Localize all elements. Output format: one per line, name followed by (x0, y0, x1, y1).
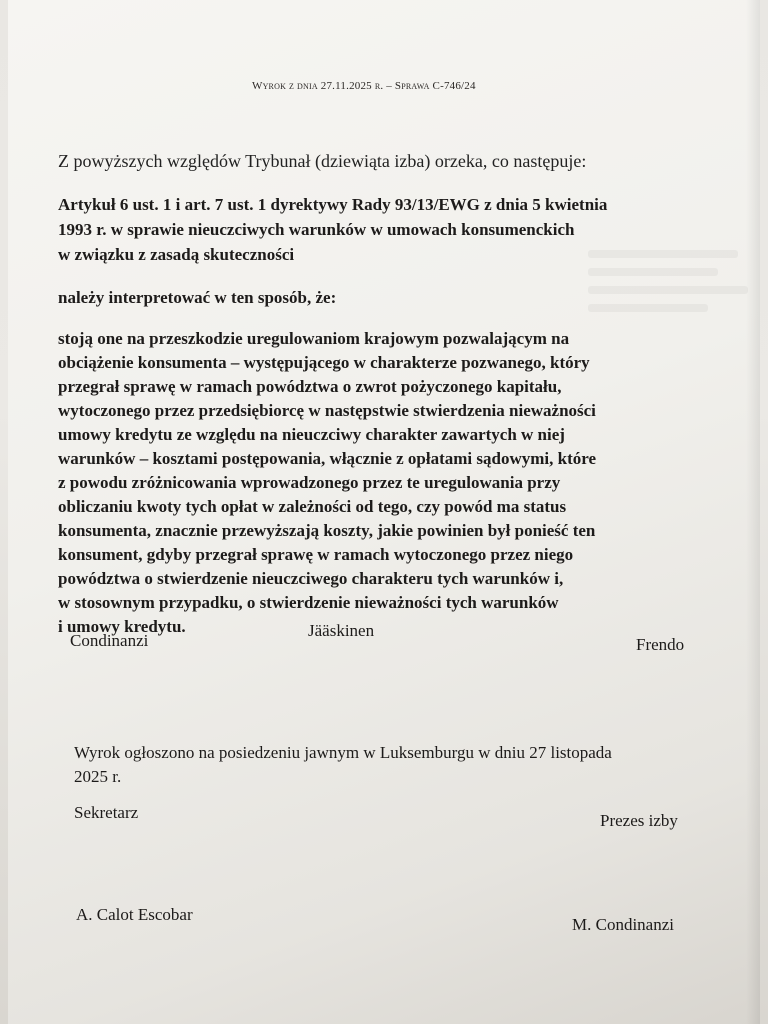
secretary-label: Sekretarz (74, 803, 139, 822)
bleed-through-mark (588, 286, 748, 294)
ruling-line: obciążenie konsumenta – występującego w charakterze pozwanego, który (58, 353, 590, 372)
running-header: Wyrok z dnia 27.11.2025 r. – Sprawa C-746/24 (252, 80, 476, 92)
judgment-page (8, 0, 760, 1024)
ruling-line: w stosownym przypadku, o stwierdzenie nieważności tych warunków (58, 593, 559, 612)
ruling-line: obliczaniu kwoty tych opłat w zależności od tego, czy powód ma status (58, 497, 567, 516)
operative-title-line: w związku z zasadą skuteczności (58, 245, 295, 264)
judge-name-left: Condinanzi (70, 631, 149, 650)
ruling-line: konsument, gdyby przegrał sprawę w ramach wytoczonego przez niego (58, 545, 574, 564)
ruling-line: powództwa o stwierdzenie nieuczciwego charakteru tych warunków i, (58, 569, 564, 588)
ruling-line: konsumenta, znacznie przewyższają koszty, jakie powinien był ponieść ten (58, 521, 596, 540)
ruling-line: z powodu zróżnicowania wprowadzonego przez te uregulowania przy (58, 473, 561, 492)
ruling-line: i umowy kredytu. (58, 617, 186, 636)
judge-name-center: Jääskinen (308, 621, 375, 640)
bleed-through-mark (588, 250, 738, 258)
operative-title-line: 1993 r. w sprawie nieuczciwych warunków w umowach konsumenckich (58, 220, 575, 239)
ruling-line: wytoczonego przez przedsiębiorcę w następstwie stwierdzenia nieważności (58, 401, 596, 420)
announcement-line: Wyrok ogłoszono na posiedzeniu jawnym w Luksemburgu w dniu 27 listopada (74, 743, 612, 762)
ruling-line: umowy kredytu ze względu na nieuczciwy charakter zawartych w niej (58, 425, 565, 444)
announcement-line: 2025 r. (74, 767, 122, 786)
interpretation-clause: należy interpretować w ten sposób, że: (58, 288, 337, 307)
ruling-line: warunków – kosztami postępowania, włącznie z opłatami sądowymi, które (58, 449, 597, 468)
page-shadow (746, 0, 760, 1024)
president-name: M. Condinanzi (572, 915, 674, 934)
ruling-line: przegrał sprawę w ramach powództwa o zwrot pożyczonego kapitału, (58, 377, 562, 396)
operative-title-line: Artykuł 6 ust. 1 i art. 7 ust. 1 dyrektywy Rady 93/13/EWG z dnia 5 kwietnia (58, 195, 608, 214)
bleed-through-mark (588, 304, 708, 312)
registrar-name: A. Calot Escobar (76, 905, 193, 924)
bleed-through-mark (588, 268, 718, 276)
operative-intro: Z powyższych względów Trybunał (dziewiąta izba) orzeka, co następuje: (58, 151, 587, 171)
chamber-president-label: Prezes izby (600, 811, 678, 830)
judge-name-right: Frendo (636, 635, 685, 654)
ruling-line: stoją one na przeszkodzie uregulowaniom krajowym pozwalającym na (58, 329, 570, 348)
